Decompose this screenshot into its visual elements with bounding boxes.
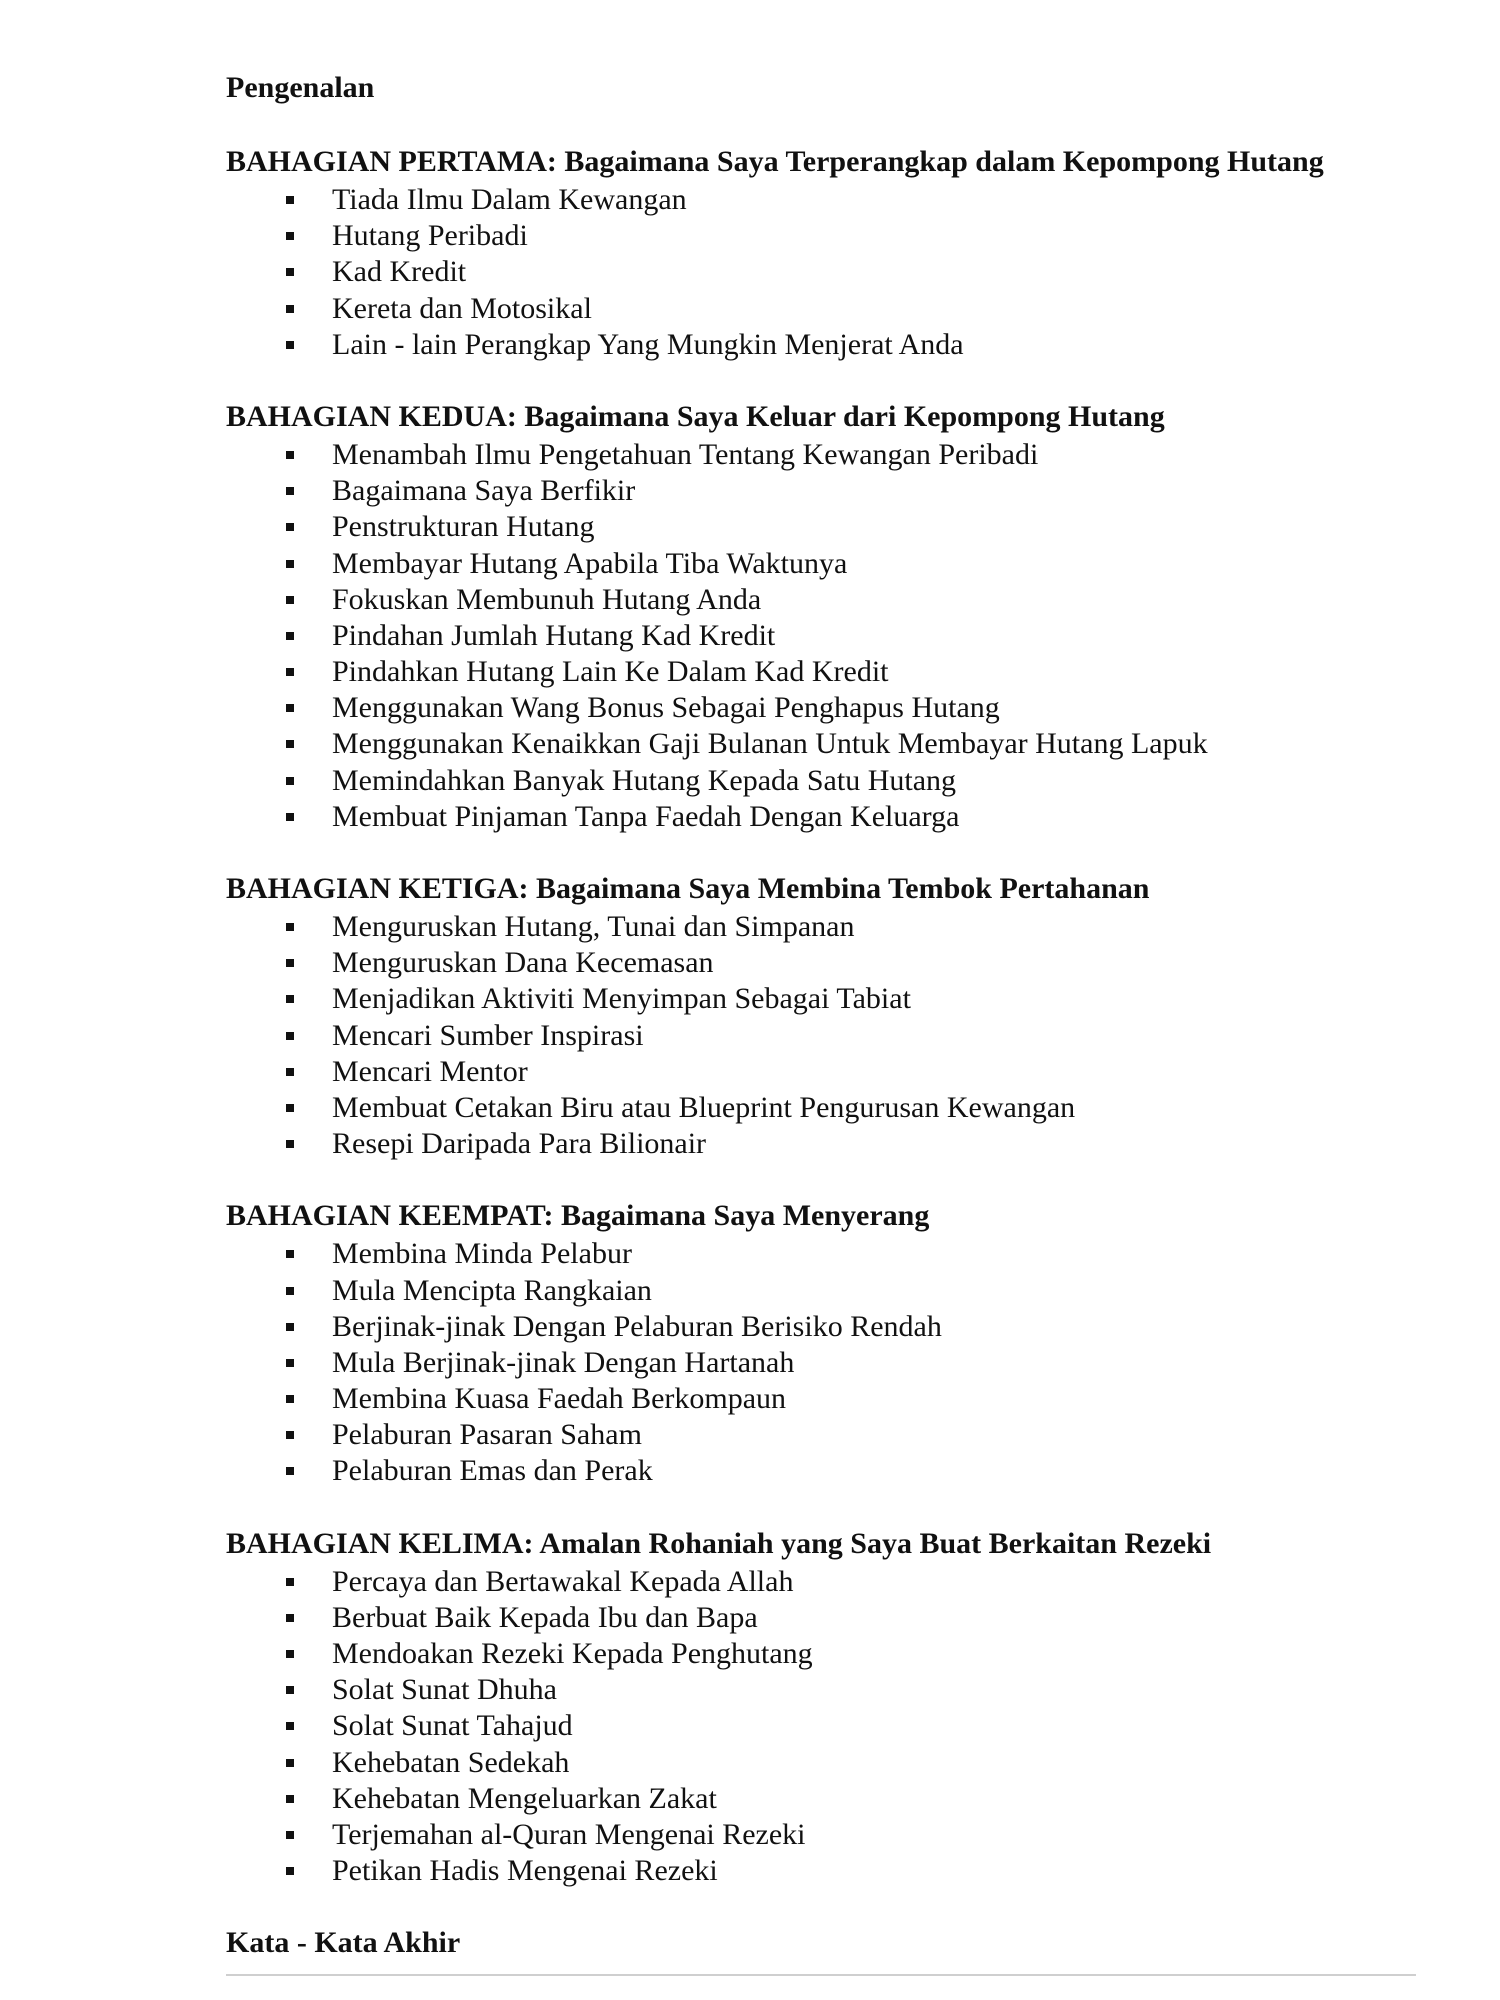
square-bullet-icon bbox=[286, 995, 294, 1003]
square-bullet-icon bbox=[286, 1795, 294, 1803]
toc-section bbox=[226, 142, 1416, 363]
toc-section bbox=[226, 397, 1416, 835]
list-item-text: Membuat Cetakan Biru atau Blueprint Pengurusan Kewangan bbox=[332, 1090, 1076, 1124]
square-bullet-icon bbox=[286, 1250, 294, 1258]
square-bullet-icon bbox=[286, 740, 294, 748]
list-item bbox=[332, 437, 1416, 473]
square-bullet-icon bbox=[286, 341, 294, 349]
square-bullet-icon bbox=[286, 232, 294, 240]
list-item bbox=[332, 546, 1416, 582]
square-bullet-icon bbox=[286, 1467, 294, 1475]
list-item-text: Membayar Hutang Apabila Tiba Waktunya bbox=[332, 546, 848, 580]
list-item bbox=[332, 1564, 1416, 1600]
square-bullet-icon bbox=[286, 1867, 294, 1875]
list-item bbox=[332, 473, 1416, 509]
list-item-text: Menggunakan Wang Bonus Sebagai Penghapus Hutang bbox=[332, 691, 1000, 725]
square-bullet-icon bbox=[286, 523, 294, 531]
section-heading: BAHAGIAN PERTAMA: Bagaimana Saya Terperangkap dalam Kepompong Hutang bbox=[226, 145, 1324, 178]
toc-section bbox=[226, 1196, 1416, 1489]
square-bullet-icon bbox=[286, 1140, 294, 1148]
list-item bbox=[332, 1273, 1416, 1309]
list-item-text: Petikan Hadis Mengenai Rezeki bbox=[332, 1854, 718, 1888]
square-bullet-icon bbox=[286, 959, 294, 967]
list-item bbox=[332, 1636, 1416, 1672]
list-item-text: Hutang Peribadi bbox=[332, 219, 528, 253]
square-bullet-icon bbox=[286, 596, 294, 604]
list-item-text: Mencari Mentor bbox=[332, 1054, 528, 1088]
toc-section bbox=[226, 1524, 1416, 1890]
square-bullet-icon bbox=[286, 777, 294, 785]
list-item bbox=[332, 690, 1416, 726]
list-item-text: Mula Berjinak-jinak Dengan Hartanah bbox=[332, 1345, 795, 1379]
section-item-list bbox=[226, 437, 1416, 835]
list-item-text: Kad Kredit bbox=[332, 255, 467, 289]
list-item bbox=[332, 1672, 1416, 1708]
square-bullet-icon bbox=[286, 1686, 294, 1694]
closing-heading: Kata - Kata Akhir bbox=[226, 1926, 461, 1960]
list-item bbox=[332, 618, 1416, 654]
list-item-text: Mendoakan Rezeki Kepada Penghutang bbox=[332, 1637, 813, 1670]
square-bullet-icon bbox=[286, 1068, 294, 1076]
list-item bbox=[332, 1126, 1416, 1162]
square-bullet-icon bbox=[286, 1578, 294, 1586]
list-item bbox=[332, 291, 1416, 327]
square-bullet-icon bbox=[286, 1287, 294, 1295]
table-of-contents bbox=[226, 68, 1416, 1963]
list-item-text: Penstrukturan Hutang bbox=[332, 510, 595, 544]
square-bullet-icon bbox=[286, 268, 294, 276]
list-item-text: Membina Minda Pelabur bbox=[332, 1237, 632, 1271]
list-item-text: Menguruskan Hutang, Tunai dan Simpanan bbox=[332, 910, 855, 943]
list-item-text: Berbuat Baik Kepada Ibu dan Bapa bbox=[332, 1600, 758, 1634]
list-item-text: Membina Kuasa Faedah Berkompaun bbox=[332, 1382, 787, 1416]
list-item-text: Pelaburan Emas dan Perak bbox=[332, 1454, 653, 1488]
list-item-text: Menjadikan Aktiviti Menyimpan Sebagai Tabiat bbox=[332, 982, 911, 1016]
section-heading: BAHAGIAN KEEMPAT: Bagaimana Saya Menyerang bbox=[226, 1199, 930, 1233]
list-item bbox=[332, 254, 1416, 290]
square-bullet-icon bbox=[286, 1831, 294, 1839]
sections-container bbox=[226, 142, 1416, 1889]
section-item-list bbox=[226, 1564, 1416, 1890]
list-item bbox=[332, 327, 1416, 363]
list-item-text: Berjinak-jinak Dengan Pelaburan Berisiko Rendah bbox=[332, 1309, 942, 1343]
section-heading: BAHAGIAN KEDUA: Bagaimana Saya Keluar dari Kepompong Hutang bbox=[226, 399, 1165, 433]
intro-heading: Pengenalan bbox=[226, 71, 375, 104]
list-item-text: Pindahan Jumlah Hutang Kad Kredit bbox=[332, 618, 776, 652]
page-divider bbox=[226, 1974, 1416, 1976]
list-item bbox=[332, 799, 1416, 835]
list-item bbox=[332, 1600, 1416, 1636]
list-item-text: Solat Sunat Dhuha bbox=[332, 1673, 557, 1707]
section-heading: BAHAGIAN KELIMA: Amalan Rohaniah yang Saya Buat Berkaitan Rezeki bbox=[226, 1526, 1212, 1560]
list-item-text: Lain - lain Perangkap Yang Mungkin Menjerat Anda bbox=[332, 327, 964, 361]
list-item bbox=[332, 1236, 1416, 1272]
list-item-text: Tiada Ilmu Dalam Kewangan bbox=[332, 183, 687, 216]
square-bullet-icon bbox=[286, 487, 294, 495]
list-item bbox=[332, 981, 1416, 1017]
list-item bbox=[332, 1018, 1416, 1054]
list-item-text: Pelaburan Pasaran Saham bbox=[332, 1418, 642, 1452]
list-item-text: Percaya dan Bertawakal Kepada Allah bbox=[332, 1564, 794, 1598]
list-item bbox=[332, 218, 1416, 254]
list-item bbox=[332, 654, 1416, 690]
list-item-text: Menambah Ilmu Pengetahuan Tentang Kewangan Peribadi bbox=[332, 437, 1039, 471]
square-bullet-icon bbox=[286, 632, 294, 640]
section-item-list bbox=[226, 182, 1416, 363]
list-item bbox=[332, 1708, 1416, 1744]
toc-section bbox=[226, 869, 1416, 1162]
list-item-text: Pindahkan Hutang Lain Ke Dalam Kad Kredit bbox=[332, 655, 889, 689]
list-item-text: Resepi Daripada Para Bilionair bbox=[332, 1127, 707, 1161]
square-bullet-icon bbox=[286, 1722, 294, 1730]
list-item-text: Terjemahan al-Quran Mengenai Rezeki bbox=[332, 1817, 806, 1851]
list-item-text: Kereta dan Motosikal bbox=[332, 291, 592, 325]
square-bullet-icon bbox=[286, 451, 294, 459]
list-item bbox=[332, 1745, 1416, 1781]
list-item-text: Solat Sunat Tahajud bbox=[332, 1709, 573, 1743]
list-item bbox=[332, 1853, 1416, 1889]
square-bullet-icon bbox=[286, 1359, 294, 1367]
square-bullet-icon bbox=[286, 1032, 294, 1040]
list-item-text: Bagaimana Saya Berfikir bbox=[332, 474, 636, 508]
square-bullet-icon bbox=[286, 1395, 294, 1403]
section-heading: BAHAGIAN KETIGA: Bagaimana Saya Membina Tembok Pertahanan bbox=[226, 872, 1150, 905]
list-item bbox=[332, 1453, 1416, 1489]
list-item bbox=[332, 1309, 1416, 1345]
square-bullet-icon bbox=[286, 1759, 294, 1767]
list-item-text: Memindahkan Banyak Hutang Kepada Satu Hutang bbox=[332, 763, 957, 797]
square-bullet-icon bbox=[286, 813, 294, 821]
list-item bbox=[332, 1090, 1416, 1126]
section-item-list bbox=[226, 1236, 1416, 1489]
square-bullet-icon bbox=[286, 1614, 294, 1622]
section-item-list bbox=[226, 909, 1416, 1162]
list-item bbox=[332, 582, 1416, 618]
list-item-text: Menggunakan Kenaikkan Gaji Bulanan Untuk Membayar Hutang Lapuk bbox=[332, 727, 1208, 761]
list-item bbox=[332, 1817, 1416, 1853]
square-bullet-icon bbox=[286, 196, 294, 204]
list-item-text: Kehebatan Sedekah bbox=[332, 1745, 570, 1779]
list-item-text: Membuat Pinjaman Tanpa Faedah Dengan Keluarga bbox=[332, 799, 960, 833]
list-item bbox=[332, 1417, 1416, 1453]
square-bullet-icon bbox=[286, 1323, 294, 1331]
square-bullet-icon bbox=[286, 1431, 294, 1439]
list-item-text: Menguruskan Dana Kecemasan bbox=[332, 946, 714, 980]
list-item bbox=[332, 909, 1416, 945]
list-item bbox=[332, 763, 1416, 799]
list-item bbox=[332, 1054, 1416, 1090]
list-item bbox=[332, 1381, 1416, 1417]
square-bullet-icon bbox=[286, 668, 294, 676]
list-item-text: Mencari Sumber Inspirasi bbox=[332, 1018, 644, 1052]
list-item bbox=[332, 509, 1416, 545]
square-bullet-icon bbox=[286, 1650, 294, 1658]
square-bullet-icon bbox=[286, 1104, 294, 1112]
list-item bbox=[332, 1781, 1416, 1817]
list-item bbox=[332, 182, 1416, 218]
list-item bbox=[332, 726, 1416, 762]
square-bullet-icon bbox=[286, 704, 294, 712]
list-item bbox=[332, 1345, 1416, 1381]
list-item bbox=[332, 945, 1416, 981]
square-bullet-icon bbox=[286, 560, 294, 568]
square-bullet-icon bbox=[286, 923, 294, 931]
square-bullet-icon bbox=[286, 305, 294, 313]
list-item-text: Mula Mencipta Rangkaian bbox=[332, 1273, 652, 1307]
list-item-text: Fokuskan Membunuh Hutang Anda bbox=[332, 582, 762, 616]
list-item-text: Kehebatan Mengeluarkan Zakat bbox=[332, 1781, 717, 1815]
